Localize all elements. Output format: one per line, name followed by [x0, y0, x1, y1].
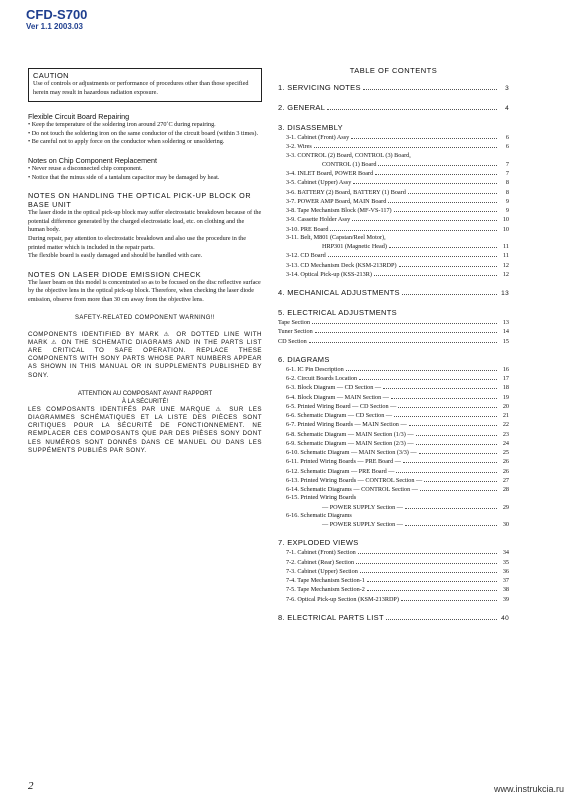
toc-entry-label: 4. MECHANICAL ADJUSTMENTS	[278, 288, 400, 297]
toc-section-heading	[278, 103, 509, 114]
toc-entry	[278, 439, 509, 448]
chip-notes-heading: Notes on Chip Component Replacement	[28, 155, 158, 165]
toc-section-heading: 7. EXPLODED VIEWS	[278, 538, 359, 548]
toc-entry-page: 29	[502, 503, 509, 511]
flex-board-item: • Be careful not to apply force on the conductor when soldering or unsoldering.	[28, 138, 225, 146]
toc-entry-page: 28	[502, 486, 509, 493]
watermark: www.instrukcia.ru	[493, 784, 564, 794]
toc-leader-dots	[383, 383, 497, 389]
toc-entry-page: 7	[505, 170, 509, 177]
caution-text: Use of controls or adjustments or performance of procedures other than those specified herein may result in hazardous radiation exposure.	[33, 80, 249, 96]
toc-leader-dots	[416, 430, 497, 436]
toc-entry-page: 17	[502, 375, 509, 382]
toc-section-gap	[278, 529, 509, 538]
toc-entry	[278, 485, 509, 494]
table-of-contents	[278, 66, 509, 624]
notes-column	[28, 68, 262, 455]
toc-entry-page: 22	[502, 421, 509, 429]
toc-section-heading	[278, 613, 509, 624]
attention-heading	[28, 390, 262, 406]
toc-title: TABLE OF CONTENTS	[349, 66, 438, 75]
optical-paragraph: During repair, pay attention to electrostatic breakdown and also use the procedure in the printed matter which is included in the repair parts.	[28, 234, 246, 251]
toc-entry	[278, 133, 509, 142]
toc-leader-dots	[346, 365, 497, 371]
toc-entry-label: 6-11. Printed Wiring Boards — PRE Board —	[286, 458, 401, 466]
toc-entry-label: 6-12. Schematic Diagram — PRE Board —	[286, 467, 395, 475]
toc-entry-page: 24	[502, 439, 509, 447]
toc-entry-page: 16	[502, 365, 509, 373]
toc-entry-page: 10	[502, 225, 509, 233]
toc-entry	[278, 585, 509, 594]
toc-entry-page: 9	[505, 197, 509, 205]
page-number: 2	[28, 780, 34, 792]
toc-entry-label: 3-12. CD Board	[286, 252, 326, 260]
toc-leader-dots	[352, 215, 497, 221]
toc-entry	[278, 215, 509, 224]
toc-entry-page: 10	[502, 216, 509, 224]
toc-leader-dots	[367, 576, 497, 582]
toc-entry	[278, 402, 509, 411]
toc-entry	[278, 188, 509, 197]
toc-entry	[278, 242, 509, 251]
toc-leader-dots	[394, 206, 497, 212]
laser-text: The laser beam on this model is concentrated so as to be focused on the disc reflective surface by the objective lens in the optical pick-up block. Therefore, when checking the laser diode emission, observe from more than 30 cm away from the objective lens.	[28, 278, 261, 303]
laser-heading: NOTES ON LASER DIODE EMISSION CHECK	[28, 269, 202, 279]
toc-entry-label: 6-3. Block Diagram — CD Section —	[286, 384, 382, 392]
attention-heading-line: À LA SÉCURITÉ!	[121, 398, 169, 405]
version-label: Ver 1.1 2003.03	[26, 22, 83, 31]
toc-section-gap	[278, 94, 509, 103]
toc-entry	[278, 169, 509, 178]
toc-entry	[278, 467, 509, 476]
toc-leader-dots	[327, 104, 497, 110]
toc-entry	[278, 567, 509, 576]
toc-entry-page: 39	[502, 595, 509, 603]
toc-entry-page: 6	[505, 143, 509, 151]
optical-paragraph: The flexible board is easily damaged and should be handled with care.	[28, 252, 203, 260]
toc-leader-dots	[405, 520, 497, 526]
toc-entry-label: 3-4. INLET Board, POWER Board	[286, 170, 374, 177]
toc-entry-page: 19	[502, 393, 509, 401]
attention-heading-line: ATTENTION AU COMPOSANT AYANT RAPPORT	[77, 390, 213, 397]
toc-leader-dots	[424, 476, 497, 482]
optical-paragraph: The laser diode in the optical pick-up block may suffer electrostatic breakdown because of the potential difference generated by the charged electrostatic load, etc. on clothing and the human body.	[28, 209, 262, 234]
toc-leader-dots	[367, 585, 497, 591]
toc-entry-page: 18	[502, 384, 509, 392]
toc-section-heading: 5. ELECTRICAL ADJUSTMENTS	[278, 308, 397, 317]
toc-body	[278, 83, 509, 624]
toc-entry-page: 15	[502, 337, 509, 345]
toc-entry	[278, 197, 509, 206]
toc-entry-page: 4	[505, 105, 509, 112]
toc-entry	[278, 503, 509, 512]
toc-entry-page: 12	[502, 261, 509, 269]
toc-leader-dots	[378, 160, 497, 166]
toc-entry-label: 6-10. Schematic Diagram — MAIN Section (3/3) —	[286, 449, 417, 456]
toc-entry-page: 6	[505, 134, 509, 141]
toc-entry-page: 27	[502, 476, 509, 484]
toc-entry-label: 3-10. PRE Board	[286, 225, 329, 233]
toc-leader-dots	[389, 242, 497, 248]
flex-board-item: • Keep the temperature of the soldering iron around 270˚C during repairing.	[28, 121, 216, 129]
toc-entry	[278, 457, 509, 466]
toc-entry-label: 6-4. Block Diagram — MAIN Section —	[286, 393, 389, 401]
toc-entry-page: 8	[505, 179, 509, 187]
toc-entry-label: HRP301 (Magnetic Head)	[322, 243, 387, 250]
toc-leader-dots	[353, 178, 497, 184]
toc-entry-page: 13	[502, 319, 509, 326]
toc-entry	[278, 251, 509, 260]
flex-board-heading: Flexible Circuit Board Repairing	[28, 112, 130, 122]
toc-entry	[278, 476, 509, 485]
toc-entry-label: 2. GENERAL	[278, 103, 326, 112]
toc-section-heading: 6. DIAGRAMS	[278, 354, 330, 364]
toc-entry: 3-3. CONTROL (2) Board, CONTROL (3) Board,	[286, 151, 411, 159]
toc-section-heading	[278, 83, 509, 94]
caution-title: CAUTION	[33, 71, 69, 80]
toc-leader-dots	[315, 327, 497, 333]
toc-entry-label: 3-1. Cabinet (Front) Assy	[286, 134, 350, 141]
toc-leader-dots	[401, 595, 497, 601]
toc-entry-page: 7	[505, 160, 509, 168]
toc-leader-dots	[405, 503, 497, 509]
toc-leader-dots	[356, 558, 497, 564]
toc-entry-label: Tuner Section	[278, 328, 313, 336]
toc-entry	[278, 178, 509, 187]
toc-entry-page: 34	[502, 549, 509, 557]
toc-leader-dots	[420, 485, 497, 491]
toc-entry-page: 12	[502, 270, 509, 278]
toc-entry	[278, 576, 509, 585]
safety-heading: SAFETY-RELATED COMPONENT WARNING!!	[75, 314, 215, 321]
toc-leader-dots	[360, 567, 497, 573]
toc-entry-page: 40	[501, 614, 509, 622]
toc-entry	[278, 558, 509, 567]
toc-entry: 6-16. Schematic Diagrams	[286, 511, 352, 519]
toc-leader-dots	[363, 84, 497, 90]
toc-entry	[278, 383, 509, 392]
toc-entry-page: 11	[503, 243, 509, 250]
toc-leader-dots	[408, 188, 497, 194]
toc-section-heading	[278, 288, 509, 299]
toc-entry-page: 23	[502, 430, 509, 438]
toc-section-heading: 3. DISASSEMBLY	[278, 123, 343, 132]
toc-entry-label: — POWER SUPPLY Section —	[322, 521, 403, 528]
toc-entry-label: 8. ELECTRICAL PARTS LIST	[278, 612, 384, 622]
toc-entry	[278, 142, 509, 151]
toc-entry	[278, 411, 509, 420]
optical-heading: NOTES ON HANDLING THE OPTICAL PICK-UP BLOCK OR BASE UNIT	[28, 191, 252, 210]
toc-entry-page: 14	[502, 328, 509, 336]
toc-entry	[278, 430, 509, 439]
toc-leader-dots	[386, 614, 497, 620]
toc-entry-label: 6-13. Printed Wiring Boards — CONTROL Section —	[286, 476, 423, 484]
toc-section-gap	[278, 279, 509, 288]
toc-section-gap	[278, 346, 509, 355]
toc-leader-dots	[416, 439, 497, 445]
toc-entry-label: 6-1. IC Pin Description	[286, 365, 344, 373]
toc-entry	[278, 318, 509, 327]
toc-entry	[278, 365, 509, 374]
toc-entry-page: 26	[502, 458, 509, 466]
toc-entry-label: 3-2. Wires	[286, 143, 312, 151]
toc-section-gap	[278, 299, 509, 308]
toc-entry-label: 7-6. Optical Pick-up Section (KSM-213RDP)	[286, 595, 399, 603]
toc-entry-label: 6-14. Schematic Diagrams — CONTROL Section —	[286, 486, 418, 493]
toc-leader-dots	[309, 337, 497, 343]
toc-entry-label: Tape Section	[278, 319, 311, 326]
flex-board-item: • Do not touch the soldering iron on the same conductor of the circuit board (within 3 times).	[28, 129, 259, 137]
toc-entry-page: 11	[503, 252, 509, 260]
toc-entry-label: 3-7. POWER AMP Board, MAIN Board	[286, 197, 387, 205]
toc-leader-dots	[328, 251, 497, 257]
toc-leader-dots	[398, 402, 497, 408]
toc-entry-page: 21	[502, 412, 509, 419]
toc-section-gap	[278, 114, 509, 123]
toc-leader-dots	[314, 142, 497, 148]
toc-entry-label: 3-14. Optical Pick-up (KSS-213R)	[286, 270, 372, 278]
toc-entry	[278, 270, 509, 279]
toc-entry-page: 36	[502, 567, 509, 575]
chip-notes-item: • Notice that the minus side of a tantalum capacitor may be damaged by heat.	[28, 173, 220, 181]
toc-entry-label: CONTROL (1) Board	[322, 160, 377, 168]
toc-leader-dots	[388, 197, 497, 203]
toc-entry-label: 7-2. Cabinet (Rear) Section	[286, 558, 355, 566]
toc-leader-dots	[409, 420, 497, 426]
toc-entry-label: 6-2. Circuit Boards Location	[286, 375, 358, 382]
toc-leader-dots	[399, 261, 497, 267]
toc-entry-page: 38	[502, 586, 509, 594]
toc-leader-dots	[358, 548, 497, 554]
chip-notes-item: • Never reuse a disconnected chip component.	[28, 164, 143, 172]
toc-entry-label: 1. SERVICING NOTES	[278, 83, 361, 92]
toc-entry-page: 9	[505, 207, 509, 214]
toc-entry-label: 3-8. Tape Mechanism Block (MF-VS-117)	[286, 207, 392, 214]
toc-entry-label: 6-8. Schematic Diagram — MAIN Section (1/3) —	[286, 430, 414, 438]
toc-entry-page: 20	[502, 402, 509, 410]
toc-leader-dots	[312, 318, 497, 324]
toc-entry-label: 7-4. Tape Mechanism Section-1	[286, 577, 365, 584]
toc-entry	[278, 548, 509, 557]
toc-entry-label: 3-13. CD Mechanism Deck (KSM-213RDP)	[286, 261, 397, 269]
toc-entry-label: 3-5. Cabinet (Upper) Assy	[286, 179, 352, 187]
toc-entry-page: 13	[501, 290, 509, 297]
toc-entry-label: 3-6. BATTERY (2) Board, BATTERY (1) Board	[286, 188, 406, 196]
toc-leader-dots	[396, 467, 497, 473]
toc-entry-label: 6-6. Schematic Diagram — CD Section —	[286, 412, 393, 419]
toc-entry	[278, 160, 509, 169]
toc-entry	[278, 393, 509, 402]
toc-leader-dots	[359, 374, 497, 380]
toc-entry	[278, 448, 509, 457]
toc-entry-page: 30	[502, 521, 509, 528]
toc-entry	[278, 327, 509, 336]
safety-text: COMPONENTS IDENTIFIED BY MARK ⚠ OR DOTTED LINE WITH MARK ⚠ ON THE SCHEMATIC DIAGRAMS AND IN THE PARTS LIST ARE CRITICAL TO SAFE OPERATION. REPLACE THESE COMPONENTS WITH SONY PARTS WHOSE PART NUMBERS APPEAR AS SHOWN IN THIS MANUAL OR IN SUPPLEMENTS PUBLISHED BY SONY.	[28, 330, 262, 379]
toc-entry-label: CD Section	[278, 337, 307, 345]
toc-entry-page: 8	[505, 188, 509, 196]
toc-entry	[278, 337, 509, 346]
toc-entry-label: 6-9. Schematic Diagram — MAIN Section (2/3) —	[286, 439, 414, 447]
toc-entry-label: 3-9. Cassette Holder Assy	[286, 216, 351, 224]
toc-leader-dots	[351, 133, 497, 139]
toc-leader-dots	[403, 457, 497, 463]
toc-entry-page: 3	[505, 85, 509, 92]
toc-entry-page: 26	[502, 467, 509, 475]
toc-entry	[278, 374, 509, 383]
toc-entry	[278, 261, 509, 270]
toc-leader-dots	[375, 169, 497, 175]
toc-entry-page: 37	[502, 577, 509, 584]
model-name: CFD-S700	[26, 7, 88, 22]
toc-entry-label: 6-5. Printed Wiring Board — CD Section —	[286, 402, 397, 410]
toc-entry	[278, 520, 509, 529]
toc-leader-dots	[391, 393, 497, 399]
toc-entry	[278, 595, 509, 604]
toc-entry-page: 25	[502, 449, 509, 456]
toc-entry-label: 7-5. Tape Mechanism Section-2	[286, 586, 365, 594]
toc-leader-dots	[330, 225, 497, 231]
toc-entry-label: 7-1. Cabinet (Front) Section	[286, 549, 356, 557]
toc-entry-page: 35	[502, 558, 509, 566]
toc-entry: 6-15. Printed Wiring Boards	[286, 494, 357, 502]
toc-leader-dots	[402, 289, 497, 295]
toc-leader-dots	[374, 270, 497, 276]
toc-entry	[278, 225, 509, 234]
toc-entry: 3-11. Belt, M801 (Capstan/Reel Motor),	[286, 233, 386, 241]
toc-section-gap	[278, 604, 509, 613]
caution-box	[28, 68, 262, 102]
toc-entry	[278, 206, 509, 215]
toc-entry-label: 6-7. Printed Wiring Boards — MAIN Section —	[286, 421, 407, 429]
toc-leader-dots	[394, 411, 497, 417]
attention-text: LES COMPOSANTS IDENTIFÉS PAR UNE MARQUE ⚠ SUR LES DIAGRAMMES SCHÉMATIQUES ET LA LISTE DES PIÈCES SONT CRITIQUES POUR LA SÉCURITÉ DE FONCTIONNEMENT. NE REMPLACER CES COMPOSANTS QUE PAR DES PIÈSES SONY DONT LES NUMÉROS SONT DONNÉS DANS CE MANUEL OU DANS LES SUPPÉMENTS PUBLIÉS PAR SONY.	[28, 405, 262, 454]
toc-entry-label: — POWER SUPPLY Section —	[322, 503, 403, 511]
toc-leader-dots	[419, 448, 497, 454]
document-header	[26, 8, 87, 31]
toc-entry-label: 7-3. Cabinet (Upper) Section	[286, 567, 358, 575]
toc-entry	[278, 420, 509, 429]
